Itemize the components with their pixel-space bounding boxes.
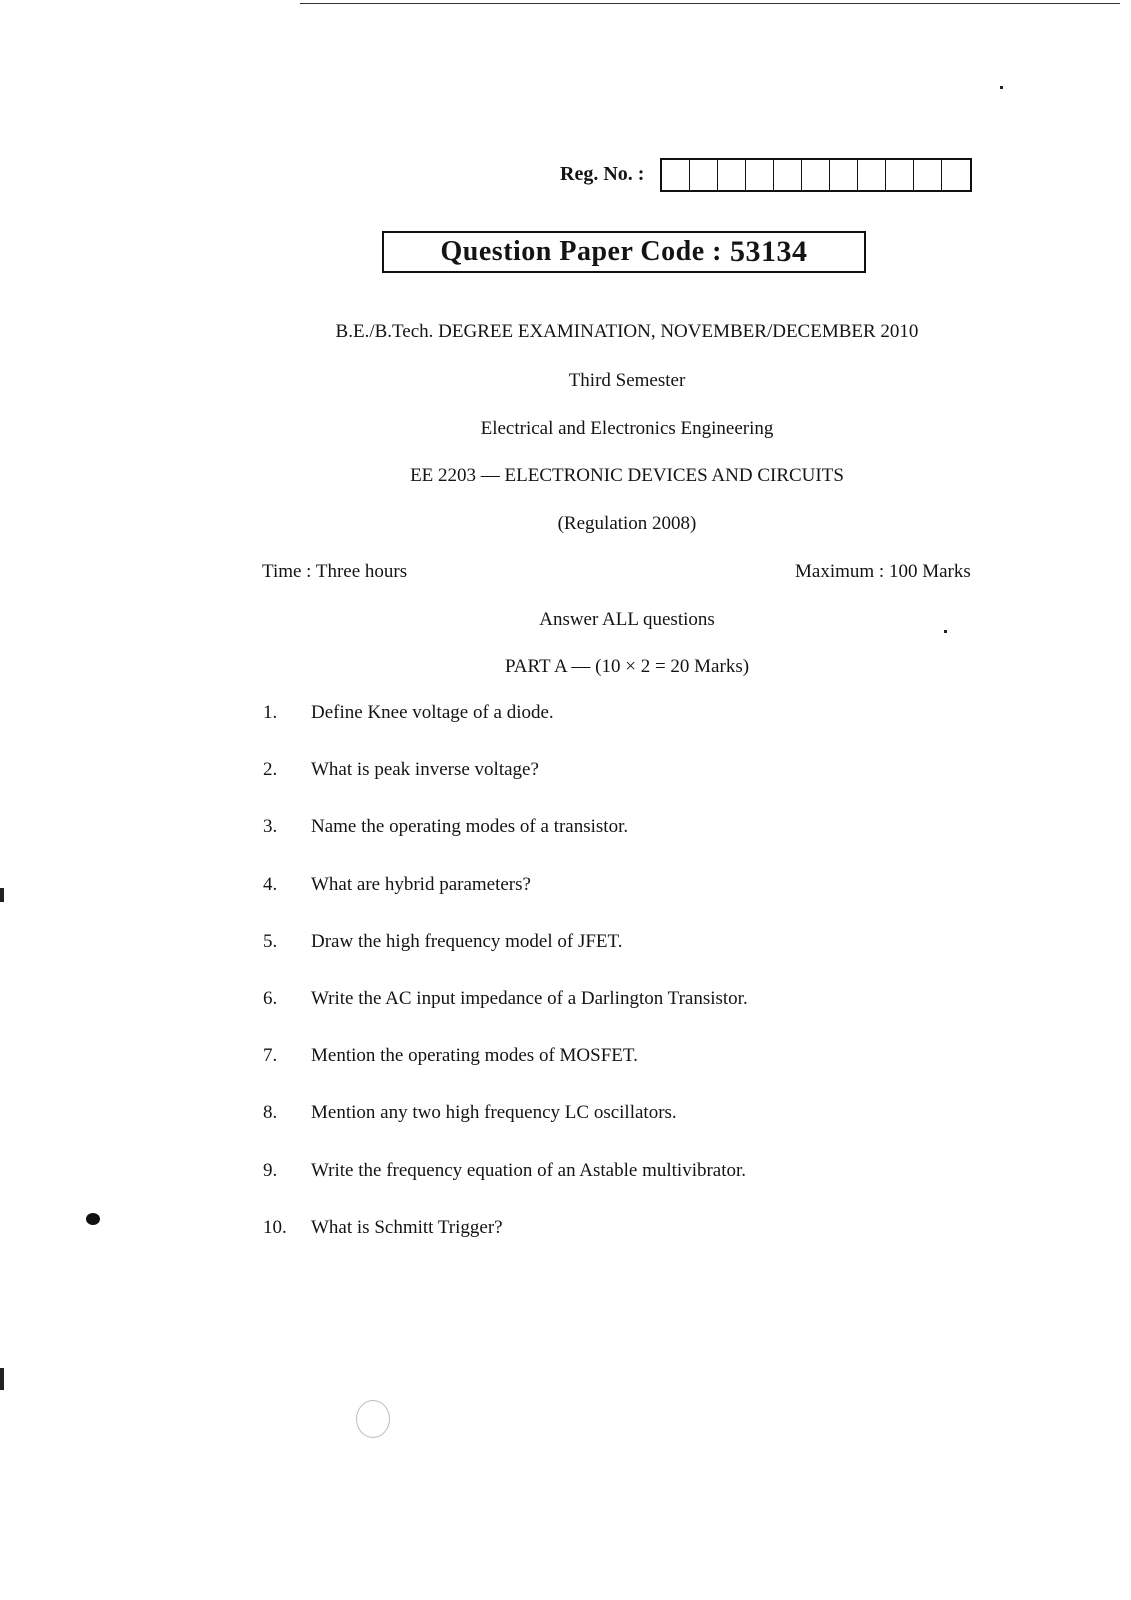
question-text: Write the AC input impedance of a Darlington Transistor. bbox=[311, 988, 748, 1009]
reg-no-label: Reg. No. : bbox=[560, 163, 645, 185]
reg-no-digit-box[interactable] bbox=[858, 160, 886, 190]
paper-code-label: Question Paper Code : bbox=[440, 236, 722, 267]
reg-no-digit-box[interactable] bbox=[774, 160, 802, 190]
question-item bbox=[263, 1045, 638, 1067]
question-text: Write the frequency equation of an Astable multivibrator. bbox=[311, 1159, 747, 1181]
reg-no-digit-box[interactable] bbox=[886, 160, 914, 190]
question-item bbox=[263, 1217, 503, 1239]
part-a-heading: PART A — (10 × 2 = 20 Marks) bbox=[504, 656, 750, 677]
ink-dot bbox=[86, 1213, 100, 1225]
question-number: 6. bbox=[263, 988, 278, 1009]
reg-no-digit-box[interactable] bbox=[802, 160, 830, 190]
paper-code: 53134 bbox=[729, 235, 808, 268]
question-text: What is peak inverse voltage? bbox=[311, 759, 539, 781]
reg-no-digit-box[interactable] bbox=[830, 160, 858, 190]
question-number: 1. bbox=[263, 702, 278, 723]
question-text: Mention the operating modes of MOSFET. bbox=[311, 1045, 638, 1067]
answer-all-instruction: Answer ALL questions bbox=[539, 609, 715, 630]
maximum-marks: Maximum : 100 Marks bbox=[795, 561, 971, 582]
reg-no-boxes[interactable] bbox=[660, 158, 972, 192]
exam-title: B.E./B.Tech. DEGREE EXAMINATION, NOVEMBER/DECEMBER 2010 bbox=[335, 321, 919, 342]
question-text: Draw the high frequency model of JFET. bbox=[311, 930, 623, 952]
punch-hole-mark bbox=[356, 1400, 390, 1438]
question-number: 8. bbox=[263, 1102, 278, 1124]
question-item bbox=[263, 931, 622, 953]
question-item bbox=[263, 988, 748, 1010]
question-text: Define Knee voltage of a diode. bbox=[311, 702, 554, 723]
reg-no-digit-box[interactable] bbox=[690, 160, 718, 190]
time-allowed: Time : Three hours bbox=[262, 561, 408, 582]
question-number: 5. bbox=[263, 930, 278, 952]
question-text: What is Schmitt Trigger? bbox=[311, 1216, 503, 1238]
question-text: What are hybrid parameters? bbox=[311, 873, 531, 895]
top-rule bbox=[300, 3, 1120, 4]
question-text: Name the operating modes of a transistor. bbox=[311, 816, 629, 838]
reg-no-digit-box[interactable] bbox=[746, 160, 774, 190]
edge-speck bbox=[0, 888, 4, 902]
regulation: (Regulation 2008) bbox=[557, 513, 697, 534]
department: Electrical and Electronics Engineering bbox=[480, 418, 774, 439]
question-number: 9. bbox=[263, 1159, 278, 1181]
question-item bbox=[263, 874, 531, 896]
question-paper-code-box bbox=[382, 231, 866, 273]
question-item bbox=[263, 759, 539, 781]
question-number: 7. bbox=[263, 1045, 278, 1067]
question-number: 2. bbox=[263, 759, 278, 781]
reg-no-digit-box[interactable] bbox=[718, 160, 746, 190]
question-number: 10. bbox=[263, 1216, 287, 1238]
reg-no-digit-box[interactable] bbox=[914, 160, 942, 190]
question-item bbox=[263, 702, 554, 724]
reg-no-digit-box[interactable] bbox=[942, 160, 970, 190]
edge-speck bbox=[0, 1368, 4, 1390]
question-item bbox=[263, 816, 628, 838]
question-number: 3. bbox=[263, 816, 278, 838]
reg-no-digit-box[interactable] bbox=[662, 160, 690, 190]
question-item bbox=[263, 1160, 746, 1182]
question-number: 4. bbox=[263, 873, 278, 895]
question-text: Mention any two high frequency LC oscillators. bbox=[311, 1102, 677, 1124]
semester: Third Semester bbox=[568, 370, 686, 391]
subject: EE 2203 — ELECTRONIC DEVICES AND CIRCUITS bbox=[410, 465, 844, 486]
edge-speck bbox=[1000, 86, 1003, 89]
question-item bbox=[263, 1102, 677, 1124]
